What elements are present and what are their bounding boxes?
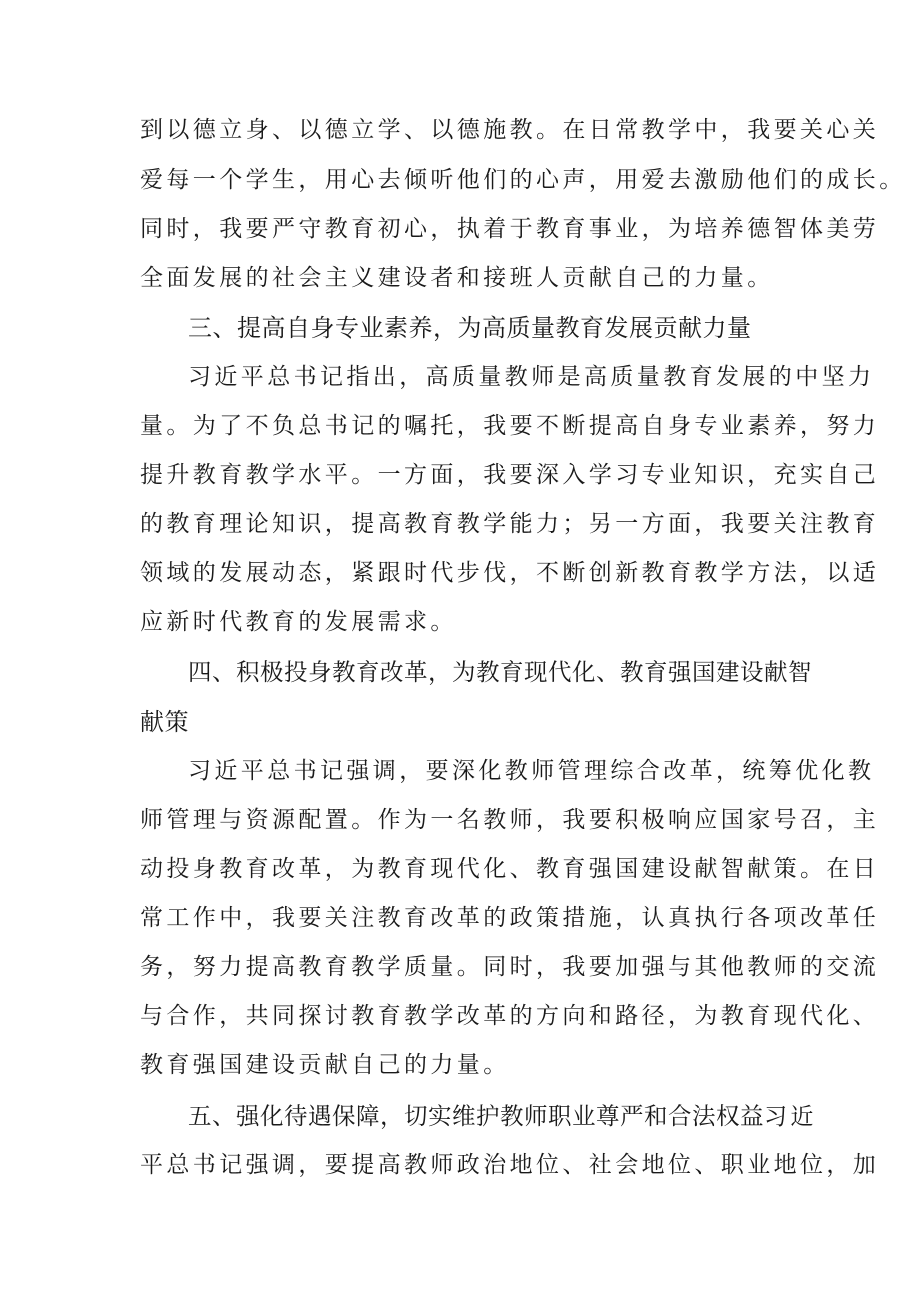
section-heading: 四、积极投身教育改革，为教育现代化、教育强国建设献智 <box>188 658 812 686</box>
paragraph-line: 全面发展的社会主义建设者和接班人贡献自己的力量。 <box>140 265 774 291</box>
paragraph-line: 动投身教育改革，为教育现代化、教育强国建设献智献策。在日 <box>140 856 880 882</box>
section-heading-continuation: 献策 <box>140 708 189 736</box>
paragraph-line: 提升教育教学水平。一方面，我要深入学习专业知识，充实自己 <box>140 462 880 488</box>
paragraph-line: 与合作，共同探讨教育教学改革的方向和路径，为教育现代化、 <box>140 1003 880 1029</box>
paragraph-line: 习近平总书记强调，要深化教师管理综合改革，统筹优化教 <box>188 758 875 784</box>
paragraph-inline-start: 习近 <box>764 1104 817 1130</box>
paragraph-line: 习近平总书记指出，高质量教师是高质量教育发展的中坚力 <box>188 364 875 390</box>
paragraph-line: 应新时代教育的发展需求。 <box>140 609 457 635</box>
paragraph-line: 领域的发展动态，紧跟时代步伐，不断创新教育教学方法，以适 <box>140 560 880 586</box>
paragraph-line: 到以德立身、以德立学、以德施教。在日常教学中，我要关心关 <box>140 117 880 143</box>
paragraph-line: 平总书记强调，要提高教师政治地位、社会地位、职业地位，加 <box>140 1152 880 1178</box>
paragraph-line: 教育强国建设贡献自己的力量。 <box>140 1052 510 1078</box>
paragraph-line: 师管理与资源配置。作为一名教师，我要积极响应国家号召，主 <box>140 807 880 833</box>
paragraph-line: 同时，我要严守教育初心，执着于教育事业，为培养德智体美劳 <box>140 216 880 242</box>
paragraph-line: 常工作中，我要关注教育改革的政策措施，认真执行各项改革任 <box>140 905 880 931</box>
section-heading-text: 五、强化待遇保障，切实维护教师职业尊严和合法权益 <box>188 1102 764 1130</box>
paragraph-line: 爱每一个学生，用心去倾听他们的心声，用爱去激励他们的成长。 <box>140 167 906 193</box>
section-heading: 三、提高自身专业素养，为高质量教育发展贡献力量 <box>188 314 752 342</box>
paragraph-line: 的教育理论知识，提高教育教学能力；另一方面，我要关注教育 <box>140 511 880 537</box>
section-heading <box>188 1100 817 1133</box>
paragraph-line: 量。为了不负总书记的嘱托，我要不断提高自身专业素养，努力 <box>140 413 880 439</box>
paragraph-line: 务，努力提高教育教学质量。同时，我要加强与其他教师的交流 <box>140 954 880 980</box>
